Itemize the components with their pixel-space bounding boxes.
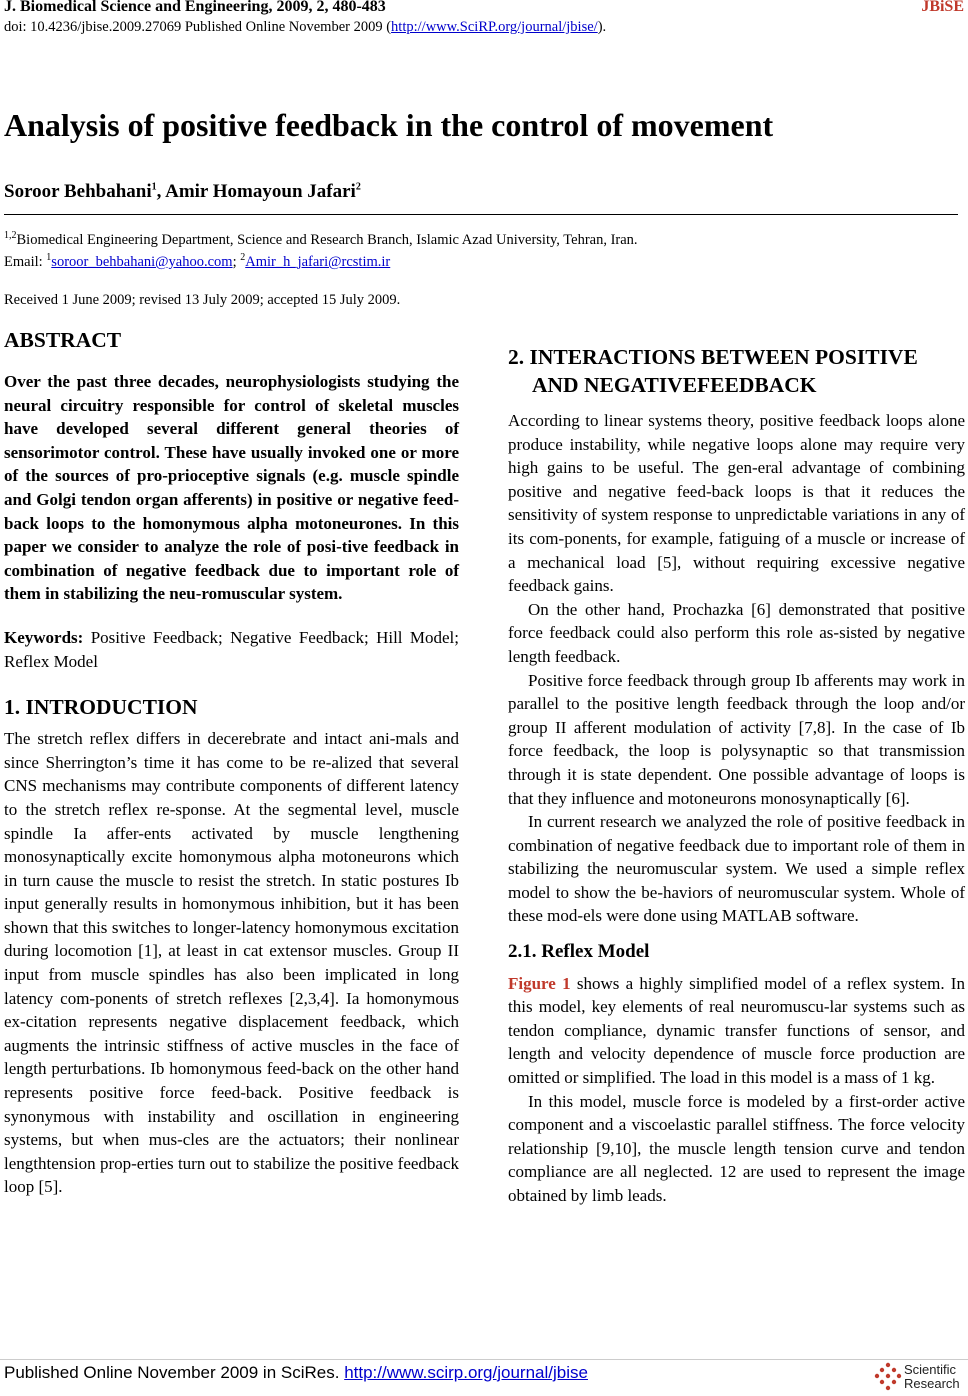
abstract-body: Over the past three decades, neurophysiologists studying the neural circuitry responsible for control of skeletal muscles have developed several different general theories of sensorimotor control. These have usually invoked one or more of the sources of pro-prioceptive signals (e.g. muscle spindle and Golgi tendon organ afferents) in positive or negative feed-back loops to the homonymous alpha motoneurones. In this paper we consider to analyze the role of posi-tive feedback in combination of negative feedback due to important role of them in stabilizing the neu-romuscular system. xyxy=(4,372,459,604)
affiliation-sup: 1,2 xyxy=(4,230,17,241)
author-sep: , xyxy=(156,181,166,202)
keywords-label: Keywords: xyxy=(4,627,84,647)
section2-heading-line1: 2. INTERACTIONS BETWEEN POSITIVE xyxy=(508,345,918,369)
right-column xyxy=(508,343,965,1208)
left-column xyxy=(4,326,459,1199)
section2-paragraph-3: Positive force feedback through group Ib afferents may work in parallel to the positive length feedback through the loop and/or group II afferent modulation of activity [7,8]. In the case of Ib force feedback, the loop is polysynaptic so that transmission through it is state dependent. One possible advantage of loops is that they influence and motoneurons monosynaptically [6]. xyxy=(508,670,965,808)
footer xyxy=(4,1363,588,1383)
section21-paragraph-1-text: shows a highly simplified model of a reflex system. In this model, key elements of real neuromuscu-lar systems such as tendon compliance, dynamic transfer functions of sensor, and length and velocity dependence of muscle force production are omitted or simplified. The load in this model is a mass of 1 kg. xyxy=(508,973,965,1088)
received-dates: Received 1 June 2009; revised 13 July 2009; accepted 15 July 2009. xyxy=(4,292,401,308)
section21-heading: 2.1. Reflex Model xyxy=(508,941,650,963)
email-1-link[interactable]: soroor_behbahani@yahoo.com xyxy=(51,253,233,270)
logo-line-1: Scientific xyxy=(904,1362,957,1377)
author-2: Amir Homayoun Jafari xyxy=(165,181,356,202)
doi-close: ). xyxy=(597,19,607,35)
affiliation-text: Biomedical Engineering Department, Science and Research Branch, Islamic Azad University, Tehran, Iran. xyxy=(16,231,638,248)
journal-link[interactable]: http://www.SciRP.org/journal/jbise/ xyxy=(391,19,598,35)
scientific-research-logo xyxy=(874,1361,964,1393)
footer-divider xyxy=(0,1359,968,1360)
email-label: Email: xyxy=(4,253,47,270)
section2-paragraph-4: In current research we analyzed the role of positive feedback in combination of negative feedback due to important role of them in stabilizing the neuromuscular system. We used a simple reflex model to show the be-haviors of neuromuscular system. Whole of these mod-els were done using MATLAB software. xyxy=(508,812,965,926)
section2-paragraph-1: According to linear systems theory, positive feedback loops alone produce instability, while negative loops alone may require very high gains to be useful. The gen-eral advantage of combining positive and negative feed-back loops is that it reduces the sensitivity of system response to unpredictable variations in any of its com-ponents, for example, fatiguing of a muscle or increase of a mechanical load [5], without requiring excessive negative feedback gains. xyxy=(508,411,965,596)
keywords-text: Positive Feedback; Negative Feedback; Hill Model; Reflex Model xyxy=(4,627,459,671)
abstract-heading: ABSTRACT xyxy=(4,328,122,352)
intro-heading: 1. INTRODUCTION xyxy=(4,695,198,720)
doi-line xyxy=(4,19,606,36)
email-2-link[interactable]: Amir_h_jafari@rcstim.ir xyxy=(245,253,391,270)
keywords xyxy=(4,626,459,673)
author-2-sup: 2 xyxy=(355,181,361,193)
figure-1-reference[interactable]: Figure 1 xyxy=(508,973,571,993)
authors xyxy=(4,181,361,203)
email-line xyxy=(4,252,390,271)
logo-line-2: Research xyxy=(904,1376,960,1391)
scires-logo-icon xyxy=(874,1361,902,1391)
footer-text: Published Online November 2009 in SciRes. xyxy=(4,1363,345,1382)
footer-link[interactable]: http://www.scirp.org/journal/jbise xyxy=(344,1363,588,1382)
section21-paragraph-1 xyxy=(508,972,965,1090)
email-1-sup: 1 xyxy=(46,252,52,263)
email-2-sup: 2 xyxy=(240,252,246,263)
author-1-sup: 1 xyxy=(151,181,157,193)
section2-heading xyxy=(508,343,965,399)
journal-header: J. Biomedical Science and Engineering, 2009, 2, 480-483 xyxy=(4,0,386,15)
author-1: Soroor Behbahani xyxy=(4,181,152,202)
doi-text: doi: 10.4236/jbise.2009.27069 Published Online November 2009 ( xyxy=(4,19,392,35)
section2-heading-line2: AND NEGATIVEFEEDBACK xyxy=(532,373,817,397)
journal-abbrev: JBiSE xyxy=(921,0,964,15)
logo-text xyxy=(904,1363,960,1391)
affiliation xyxy=(4,230,638,249)
email-sep: ; xyxy=(232,253,241,270)
section2-paragraph-2: On the other hand, Prochazka [6] demonstrated that positive force feedback could also perform this role as-sisted by negative length feedback. xyxy=(508,599,965,666)
title-divider xyxy=(4,214,958,215)
paper-title: Analysis of positive feedback in the control of movement xyxy=(4,107,774,143)
intro-body: The stretch reflex differs in decerebrate and intact ani-mals and since Sherrington’s time it has come to be re-alized that several CNS mechanisms may contribute components of different latency to the stretch reflex re-sponse. At the segmental level, muscle spindle Ia affer-ents activated by muscle lengthening monosynaptically excite homonymous alpha motoneurons which in turn cause the muscle to resist the stretch. In static postures Ib input generally results in homonymous inhibition, but it has been shown that this switches to longer-latency homonymous excitation during locomotion [1], at least in cat extensor muscles. Group II input from muscle spindles has also been implicated in long latency com-ponents of stretch reflexes [2,3,4]. Ia homonymous ex-citation represents negative displacement feedback, which augments the intrinsic stiffness of active muscles in the face of length perturbations. Ib homonymous feed-back on the other hand represents positive force feed-back. Positive feedback is synonymous with instability and oscillation in engineering systems, but when mus-cles are the actuators; their nonlinear lengthtension prop-erties turn out to stabilize the positive feedback loop [5]. xyxy=(4,729,459,1197)
section21-paragraph-2: In this model, muscle force is modeled by a first-order active component and a viscoelastic parallel stiffness. The force velocity relationship [9,10], the muscle length tension curve and tendon compliance are all neglected. 12 are used to represent the image obtained by limb leads. xyxy=(508,1091,965,1205)
